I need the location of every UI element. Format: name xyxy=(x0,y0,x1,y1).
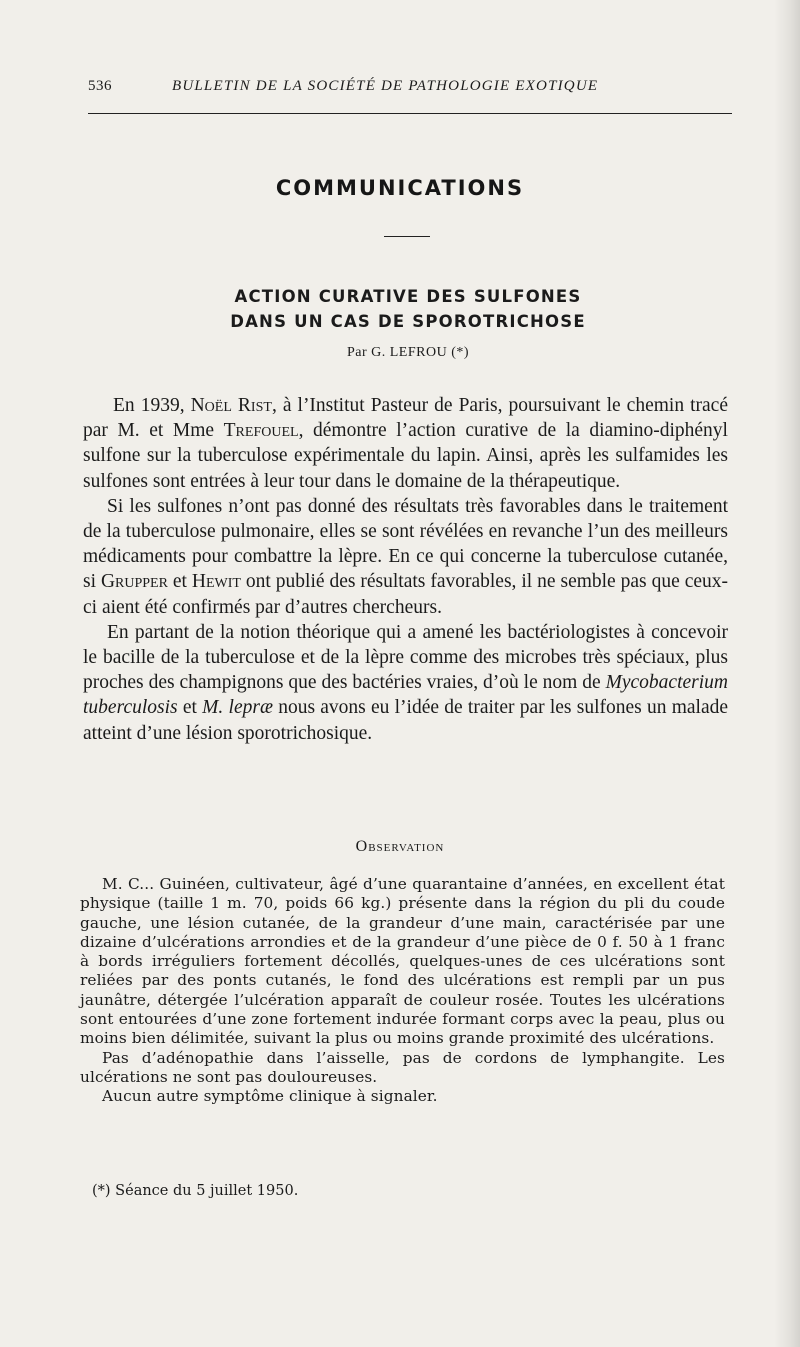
text-run: En 1939, xyxy=(113,395,191,416)
paragraph xyxy=(83,494,728,620)
species-name: M. lepræ xyxy=(202,697,273,719)
section-heading: COMMUNICATIONS xyxy=(275,176,525,200)
article-title-line-2: DANS UN CAS DE SPOROTRICHOSE xyxy=(230,312,586,331)
text-run: En partant de la notion théorique qui a amené les bactériologistes à concevoir le bacille de la tuberculose et de la lèpre comme des microbes très spéciaux, plus proches des champignons que des bactéries vraies, d’où le nom de xyxy=(83,621,728,694)
header-rule xyxy=(88,113,732,114)
author-name: Grupper xyxy=(100,571,168,593)
text-run: et xyxy=(177,697,203,719)
paragraph: M. C... Guinéen, cultivateur, âgé d’une quarantaine d’années, en excellent état physique (taille 1 m. 70, poids 66 kg.) présente dans la région du pli du coude gauche, une lésion cutanée, de la grandeur d’une main, caractérisée par une dizaine d’ulcérations arrondies et de la grandeur d’une pièce de 0 f. 50 à 1 franc à bords irréguliers fortement décollés, quelques-unes de ces ulcérations sont reliées par des ponts cutanés, le fond des ulcérations est rempli par un pus jaunâtre, détergée l’ulcération apparaît de couleur rosée. Toutes les ulcérations sont entourées d’une zone fortement indurée formant corps avec la peau, plus ou moins bien délimitée, suivant la plus ou moins grande proximité des ulcérations. xyxy=(80,875,725,1048)
author-name: Noël Rist xyxy=(190,395,272,416)
paragraph xyxy=(83,393,728,494)
species-name: Mycobacterium tuberculosis xyxy=(83,672,728,719)
section-divider xyxy=(384,236,430,237)
paragraph xyxy=(83,620,728,746)
paragraph: Pas d’adénopathie dans l’aisselle, pas de cordons de lymphangite. Les ulcérations ne sont pas douloureuses. xyxy=(80,1048,725,1086)
journal-title: BULLETIN DE LA SOCIÉTÉ DE PATHOLOGIE EXOTIQUE xyxy=(172,78,599,94)
paragraph: Aucun autre symptôme clinique à signaler. xyxy=(102,1087,438,1106)
author-byline: Par G. LEFROU (*) xyxy=(346,345,470,360)
article-body xyxy=(83,393,728,746)
observation-heading: Observation xyxy=(355,838,445,855)
author-name: Hewit xyxy=(191,571,241,593)
text-run: nous avons eu l’idée de traiter par les sulfones un malade atteint d’une lésion sporotrichosique. xyxy=(83,697,729,744)
text-run: ont publié des résultats favorables, il ne semble pas que ceux-ci aient été confirmés par d’autres chercheurs. xyxy=(83,571,728,618)
page-number: 536 xyxy=(88,78,112,94)
text-run: , démontre l’action curative de la diamino-diphényl sulfone sur la tuberculose expérimentale du lapin. Ainsi, après les sulfamides les sulfones sont entrées à leur tour dans le domaine de la thérapeutique. xyxy=(83,420,728,492)
text-run: et xyxy=(167,571,192,593)
page-edge-shadow xyxy=(774,0,800,1347)
article-title xyxy=(0,284,800,334)
observation-body xyxy=(80,875,725,1107)
text-run: , à l’Institut Pasteur de Paris, poursuivant le chemin tracé par M. et Mme xyxy=(83,395,728,442)
text-run: Si les sulfones n’ont pas donné des résultats très favorables dans le traitement de la tuberculose pulmonaire, elles se sont révélées en revanche l’un des meilleurs médicaments pour combattre la lèpre. En ce qui concerne la tuberculose cutanée, si xyxy=(83,495,728,593)
article-title-line-1: ACTION CURATIVE DES SULFONES xyxy=(234,287,582,306)
footnote: (*) Séance du 5 juillet 1950. xyxy=(92,1183,299,1199)
author-name: Trefouel xyxy=(223,420,299,442)
